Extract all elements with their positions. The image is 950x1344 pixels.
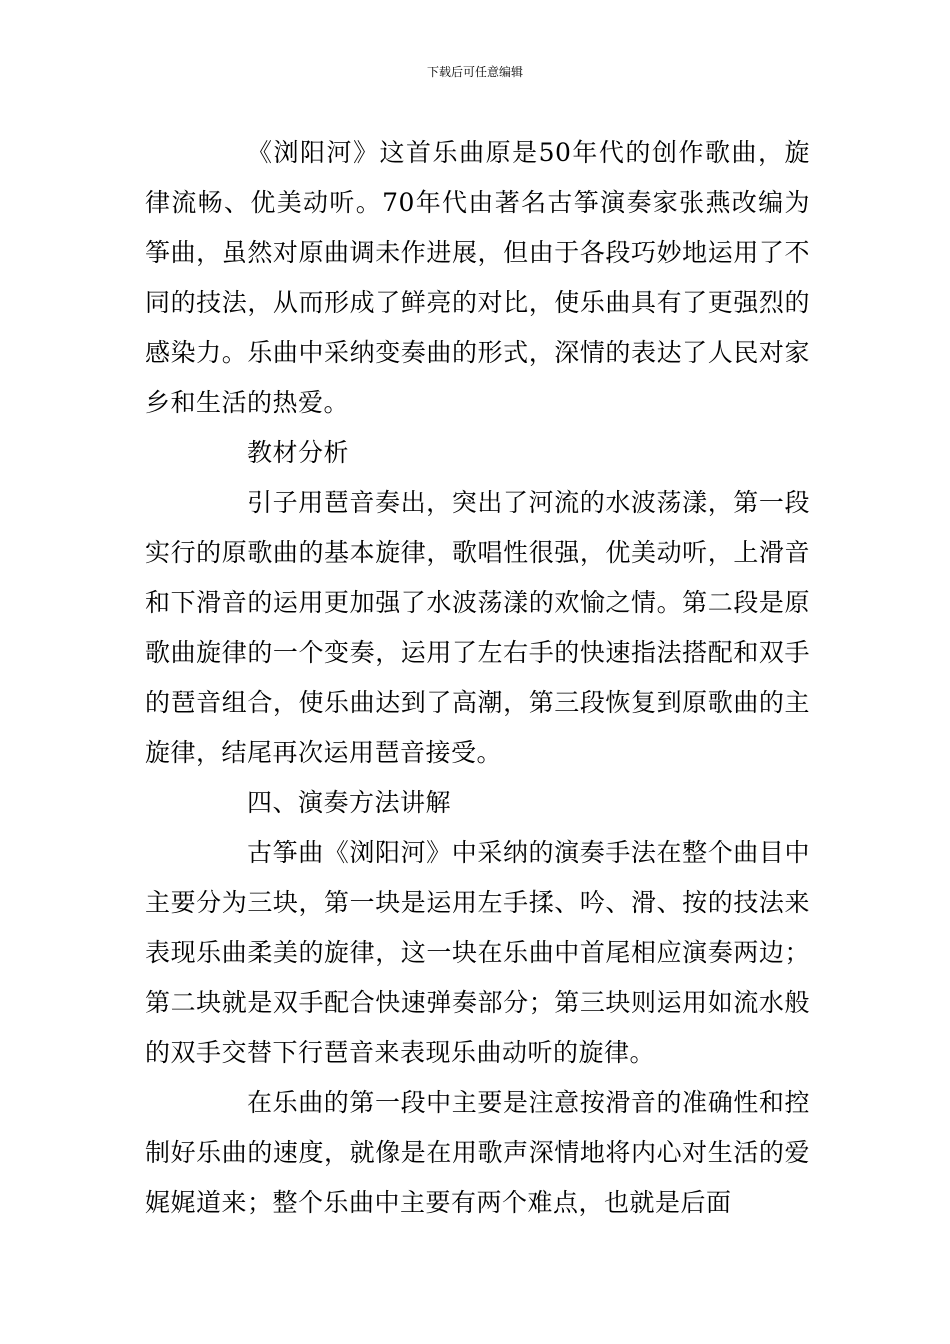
paragraph-material-analysis: 引子用琶音奏出，突出了河流的水波荡漾，第一段实行的原歌曲的基本旋律，歌唱性很强，优美动听，上滑音和下滑音的运用更加强了水波荡漾的欢愉之情。第二段是原歌曲旋律的一个变奏，运用了左右手的快速指法搭配和双手的琶音组合，使乐曲达到了高潮，第三段恢复到原歌曲的主旋律，结尾再次运用琶音接受。	[145, 488, 810, 767]
section-heading-material-analysis: 教材分析	[247, 438, 350, 467]
page-header: 下载后可任意编辑	[426, 65, 523, 79]
paragraph-performance-method: 古筝曲《浏阳河》中采纳的演奏手法在整个曲目中主要分为三块，第一块是运用左手揉、吟、滑、按的技法来表现乐曲柔美的旋律，这一块在乐曲中首尾相应演奏两边；第二块就是双手配合快速弹奏部分；第三块则运用如流水般的双手交替下行琶音来表现乐曲动听的旋律。	[145, 838, 810, 1067]
document-body	[145, 128, 810, 1228]
paragraph-intro: 《浏阳河》这首乐曲原是50年代的创作歌曲，旋律流畅、优美动听。70年代由著名古筝演奏家张燕改编为筝曲，虽然对原曲调未作进展，但由于各段巧妙地运用了不同的技法，从而形成了鲜亮的对比，使乐曲具有了更强烈的感染力。乐曲中采纳变奏曲的形式，深情的表达了人民对家乡和生活的热爱。	[145, 138, 810, 417]
paragraph-first-section: 在乐曲的第一段中主要是注意按滑音的准确性和控制好乐曲的速度，就像是在用歌声深情地将内心对生活的爱娓娓道来；整个乐曲中主要有两个难点，也就是后面	[145, 1088, 810, 1217]
section-heading-performance-method: 四、演奏方法讲解	[247, 788, 452, 817]
